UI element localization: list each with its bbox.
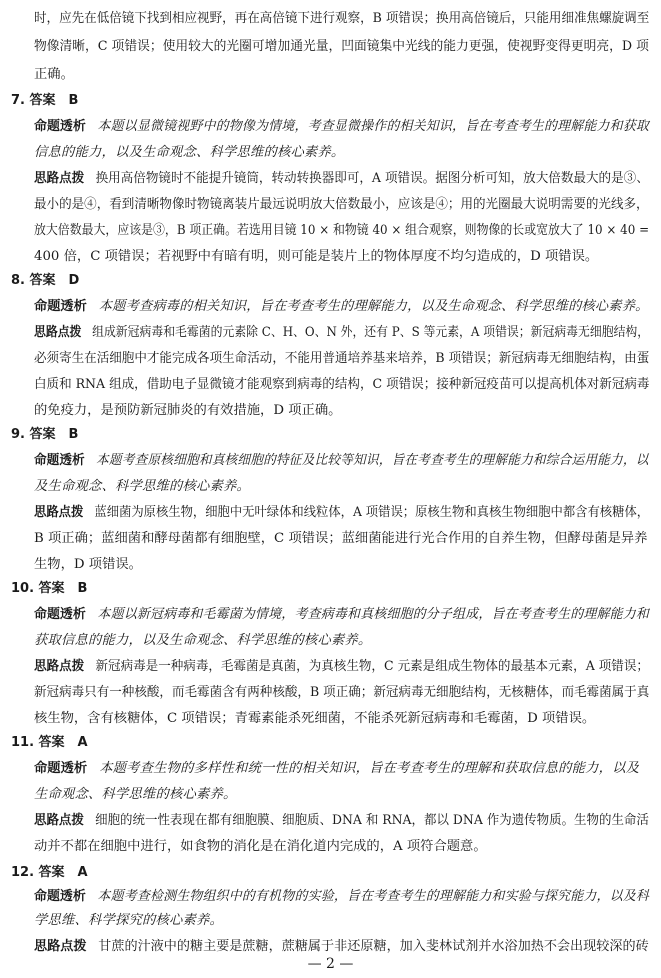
analysis-text: 及生命观念、科学思维的核心素养。: [34, 479, 250, 494]
explanation-text: 动并不都在细胞中进行，如食物的消化是在消化道内完成的，A 项符合题意。: [34, 839, 487, 854]
section-label: 思路点拨: [34, 939, 87, 954]
explanation-text: 生物，D 项错误。: [34, 557, 142, 572]
explanation-text: 细胞的统一性表现在都有细胞膜、细胞质、DNA 和 RNA，都以 DNA 作为遗传物质。生物的生命活: [95, 813, 649, 828]
paragraph-line: [34, 606, 649, 624]
paragraph-line: [34, 938, 649, 956]
section-label: 思路点拨: [34, 813, 84, 828]
paragraph-line: [34, 658, 649, 676]
answer-heading: 7. 答案 B: [11, 93, 79, 108]
analysis-text: 生命观念、科学思维的核心素养。: [34, 787, 237, 802]
section-label: 命题透析: [34, 889, 86, 904]
explanation-text: 的免疫力，是预防新冠肺炎的有效措施，D 项正确。: [34, 403, 342, 418]
explanation-text: 新冠病毒只有一种核酸，而毛霉菌含有两种核酸，B 项正确；新冠病毒无细胞结构，无核糖体，而毛霉菌属于真: [34, 685, 650, 700]
explanation-text: 换用高倍物镜时不能提升镜筒，转动转换器即可，A 项错误。据图分析可知，放大倍数最大的是③、: [95, 171, 649, 186]
text-line: 正确。: [34, 67, 74, 82]
explanation-text: 核生物，含有核糖体，C 项错误；青霉素能杀死细菌，不能杀死新冠病毒和毛霉菌，D 项错误。: [34, 711, 596, 726]
analysis-text: 本题以新冠病毒和毛霉菌为情境，考查病毒和真核细胞的分子组成，旨在考查考生的理解能力和: [97, 607, 650, 622]
analysis-text: 本题考查检测生物组织中的有机物的实验，旨在考查考生的理解能力和实验与探究能力，以及科: [97, 889, 650, 904]
answer-heading: 8. 答案 D: [11, 273, 80, 288]
paragraph-line: [34, 760, 639, 778]
section-label: 命题透析: [34, 761, 88, 776]
section-label: 思路点拨: [34, 505, 84, 520]
explanation-text: 最小的是④，看到清晰物像时物镜离装片最远说明放大倍数最小，应该是④；用的光圈最大说明需要的光线多，: [34, 197, 649, 212]
section-label: 思路点拨: [34, 325, 82, 340]
explanation-text: 甘蔗的汁液中的糖主要是蔗糖，蔗糖属于非还原糖，加入斐林试剂并水浴加热不会出现较深的砖: [98, 939, 649, 954]
answer-heading: 10. 答案 B: [11, 581, 88, 596]
explanation-text: 必须寄生在活细胞中才能完成各项生命活动，不能用普通培养基来培养，B 项错误；新冠病毒无细胞结构，由蛋: [34, 351, 650, 366]
text-line: 时，应先在低倍镜下找到相应视野，再在高倍镜下进行观察，B 项错误；换用高倍镜后，只能用细准焦螺旋调至: [34, 11, 650, 26]
paragraph-line: [34, 812, 649, 830]
paragraph-line: [34, 504, 649, 522]
paragraph-line: [34, 298, 649, 316]
answer-heading: 12. 答案 A: [11, 865, 88, 880]
section-label: 思路点拨: [34, 659, 85, 674]
analysis-text: 本题以显微镜视野中的物像为情境，考查显微操作的相关知识，旨在考查考生的理解能力和获取: [97, 119, 650, 134]
paragraph-line: [34, 888, 649, 906]
explanation-text: 白质和 RNA 组成，借助电子显微镜才能观察到病毒的结构，C 项错误；接种新冠疫苗可以提高机体对新冠病毒: [34, 377, 650, 392]
section-label: 命题透析: [34, 453, 85, 468]
analysis-text: 学思维、科学探究的核心素养。: [34, 913, 223, 928]
explanation-text: 放大倍数最大，应该是③，B 项正确。若选用目镜 10 × 和物镜 40 × 组合观察，则物像的长或宽放大了 10 × 40 =: [34, 223, 650, 238]
explanation-text: 蓝细菌为原核生物，细胞中无叶绿体和线粒体，A 项错误；原核生物和真核生物细胞中都含有核糖体，: [94, 505, 650, 520]
paragraph-line: [34, 324, 649, 342]
section-label: 思路点拨: [34, 171, 85, 186]
section-label: 命题透析: [34, 607, 86, 622]
explanation-text: 组成新冠病毒和毛霉菌的元素除 C、H、O、N 外，还有 P、S 等元素，A 项错误；新冠病毒无细胞结构，: [92, 325, 650, 340]
analysis-text: 本题考查生物的多样性和统一性的相关知识，旨在考查考生的理解和获取信息的能力，以及: [99, 761, 640, 776]
analysis-text: 本题考查原核细胞和真核细胞的特征及比较等知识，旨在考查考生的理解能力和综合运用能力，以: [96, 453, 649, 468]
analysis-text: 信息的能力，以及生命观念、科学思维的核心素养。: [34, 145, 345, 160]
text-line: 物像清晰，C 项错误；使用较大的光圈可增加通光量，凹面镜集中光线的能力更强，使视野变得更明亮，D 项: [34, 39, 649, 54]
paragraph-line: [34, 452, 649, 470]
analysis-text: 获取信息的能力，以及生命观念、科学思维的核心素养。: [34, 633, 372, 648]
page-number: — 2 —: [307, 956, 354, 972]
section-label: 命题透析: [34, 299, 87, 314]
explanation-text: 新冠病毒是一种病毒，毛霉菌是真菌，为真核生物，C 元素是组成生物体的最基本元素，A 项错误；: [95, 659, 649, 674]
paragraph-line: [34, 118, 649, 136]
answer-heading: 11. 答案 A: [11, 735, 88, 750]
answer-heading: 9. 答案 B: [11, 427, 79, 442]
explanation-text: 400 倍，C 项错误；若视野中有暗有明，则可能是装片上的物体厚度不均匀造成的，D 项错误。: [34, 249, 599, 264]
section-label: 命题透析: [34, 119, 86, 134]
paragraph-line: [34, 170, 649, 188]
explanation-text: B 项正确；蓝细菌和酵母菌都有细胞壁，C 项错误；蓝细菌能进行光合作用的自养生物，但酵母菌是异养: [34, 531, 648, 546]
analysis-text: 本题考查病毒的相关知识，旨在考查考生的理解能力，以及生命观念、科学思维的核心素养。: [98, 299, 649, 314]
